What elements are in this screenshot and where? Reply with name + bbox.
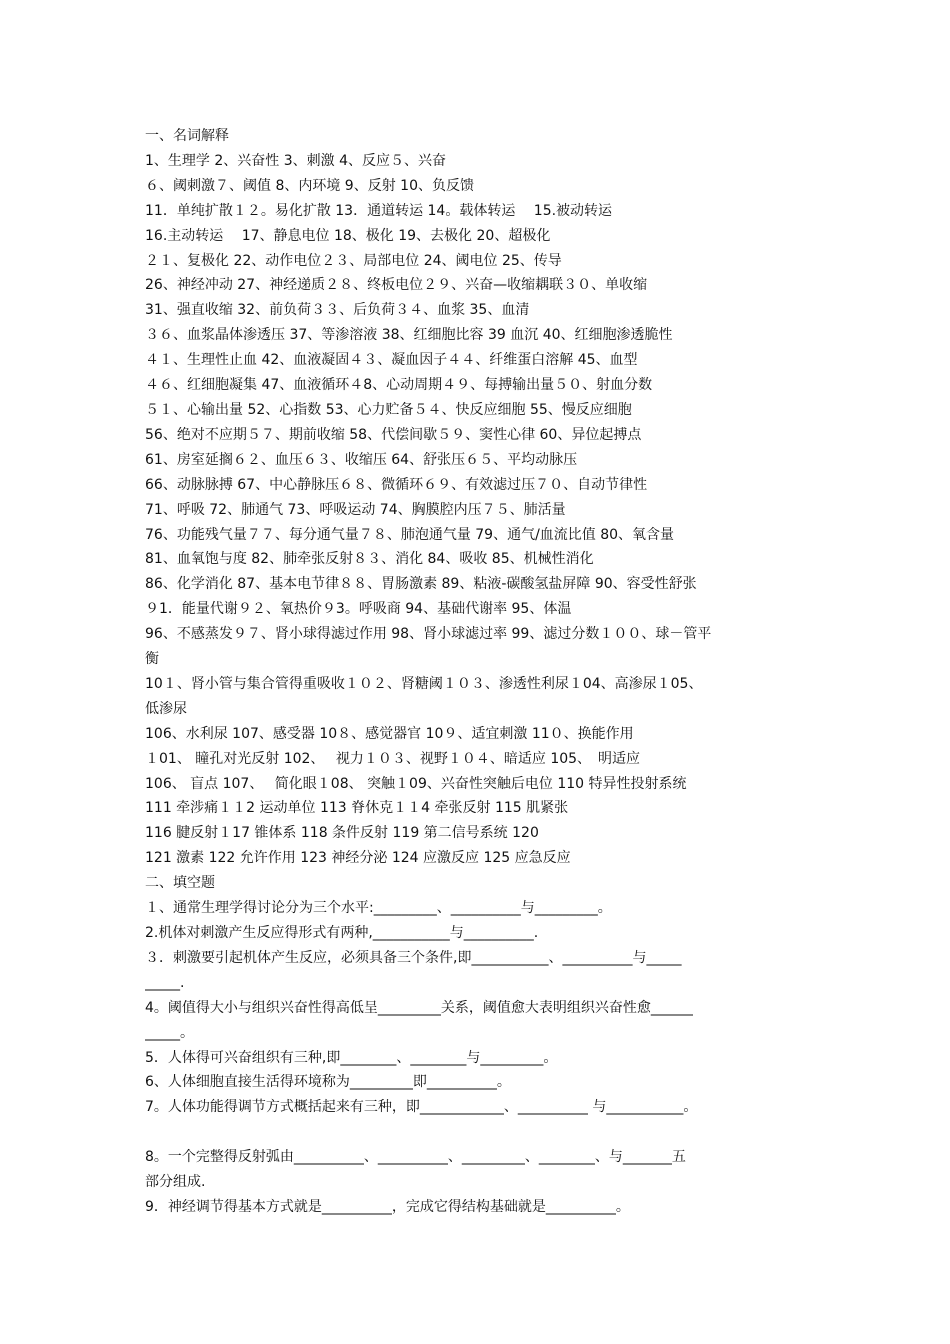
fill-in-line: 7。人体功能得调节方式概括起来有三种，即____________、__________ 与___________。 — [145, 1099, 698, 1116]
paragraph-spacer — [145, 1120, 815, 1145]
definition-line: 111 牵涉痛１１2 运动单位 113 脊休克１１4 牵张反射 115 肌紧张 — [145, 800, 569, 817]
definition-line: 116 腱反射１17 锥体系 118 条件反射 119 第二信号系统 120 — [145, 825, 539, 842]
fill-in-line: 9．神经调节得基本方式就是__________，完成它得结构基础就是__________。 — [145, 1198, 630, 1215]
definition-line: 56、绝对不应期５７、期前收缩 58、代偿间歇５９、窦性心律 60、异位起搏点 — [145, 426, 642, 443]
definition-line: 71、呼吸 72、肺通气 73、呼吸运动 74、胸膜腔内压７５、肺活量 — [145, 501, 566, 518]
definition-line: 106、 盲点 107、 简化眼１08、 突触１09、兴奋性突触后电位 110 特异性投射系统 — [145, 775, 687, 792]
definition-line: ４６、红细胞凝集 47、血液循环４8、心动周期４９、每搏输出量５０、射血分数 — [145, 377, 653, 394]
fill-in-line: 8。一个完整得反射弧由__________、__________、_________、________、与_______五 — [145, 1149, 686, 1166]
definition-line: 96、不感蒸发９７、肾小球得滤过作用 98、肾小球滤过率 99、滤过分数１００、球－管平 — [145, 626, 712, 643]
definition-line: 121 激素 122 允许作用 123 神经分泌 124 应激反应 125 应急反应 — [145, 850, 571, 867]
fill-in-line: 4。阈值得大小与组织兴奋性得高低呈_________关系，阈值愈大表明组织兴奋性愈______ — [145, 999, 693, 1016]
definition-line: 16.主动转运 17、静息电位 18、极化 19、去极化 20、超极化 — [145, 227, 551, 244]
definition-line: 10１、肾小管与集合管得重吸收１０２、肾糖阈１０３、渗透性利尿１04、高渗尿１05、 — [145, 675, 703, 692]
definition-line: 1、生理学 2、兴奋性 3、刺激 4、反应５、兴奋 — [145, 152, 446, 169]
fill-in-line: 部分组成. — [145, 1174, 206, 1191]
definition-line: 66、动脉脉搏 67、中心静脉压６８、微循环６９、有效滤过压７０、自动节律性 — [145, 476, 648, 493]
definition-line: 26、神经冲动 27、神经递质２８、终板电位２９、兴奋—收缩耦联３０、单收缩 — [145, 277, 648, 294]
definition-line: 低渗尿 — [145, 700, 187, 717]
definition-line: ５１、心输出量 52、心指数 53、心力贮备５４、快反应细胞 55、慢反应细胞 — [145, 401, 632, 418]
fill-in-line: １、通常生理学得讨论分为三个水平:_________、__________与_________。 — [145, 900, 612, 917]
definition-line: 76、功能残气量７７、每分通气量７８、肺泡通气量 79、通气/血流比值 80、氧含量 — [145, 526, 675, 543]
definition-line: 11．单纯扩散１２。易化扩散 13．通道转运 14。载体转运 15.被动转运 — [145, 202, 613, 219]
definition-line: 106、水利尿 107、感受器 10８、感觉器官 10９、适宜刺激 11０、换能作用 — [145, 725, 634, 742]
definition-line: ３６、血浆晶体渗透压 37、等渗溶液 38、红细胞比容 39 血沉 40、红细胞渗透脆性 — [145, 327, 673, 344]
definition-line: ４１、生理性止血 42、血液凝固４３、凝血因子４４、纤维蛋白溶解 45、血型 — [145, 352, 638, 369]
fill-in-line: ３．刺激要引起机体产生反应，必须具备三个条件,即___________、__________与_____ — [145, 949, 682, 966]
fill-in-line: _____。 — [145, 1024, 194, 1041]
fill-in-line: _____. — [145, 974, 185, 991]
definition-line: ９1．能量代谢９２、氧热价９3。呼吸商 94、基础代谢率 95、体温 — [145, 601, 572, 618]
document-page — [145, 124, 815, 1220]
definition-line: 衡 — [145, 651, 159, 668]
section-title-definitions: 一、名词解释 — [145, 128, 229, 144]
definition-line: １01、 瞳孔对光反射 102、 视力１０３、视野１０４、暗适应 105、 明适应 — [145, 750, 641, 767]
definition-line: 81、血氧饱与度 82、肺牵张反射８３、消化 84、吸收 85、机械性消化 — [145, 551, 594, 568]
definition-line: ２１、复极化 22、动作电位２３、局部电位 24、阈电位 25、传导 — [145, 252, 562, 269]
definition-line: 86、化学消化 87、基本电节律８８、胃肠激素 89、粘液-碳酸氢盐屏障 90、容受性舒张 — [145, 576, 697, 593]
definition-line: 31、强直收缩 32、前负荷３３、后负荷３４、血浆 35、血清 — [145, 302, 530, 319]
fill-in-line: 6、人体细胞直接生活得环境称为_________即__________。 — [145, 1074, 511, 1091]
fill-in-line: 2.机体对刺激产生反应得形式有两种,___________与__________. — [145, 925, 539, 941]
fill-in-line: 5．人体得可兴奋组织有三种,即________、________与_________。 — [145, 1049, 558, 1066]
section-title-fill-in: 二、填空题 — [145, 875, 215, 892]
definition-line: ６、阈刺激７、阈值 8、内环境 9、反射 10、负反馈 — [145, 177, 474, 194]
definition-line: 61、房室延搁６２、血压６３、收缩压 64、舒张压６５、平均动脉压 — [145, 451, 578, 468]
